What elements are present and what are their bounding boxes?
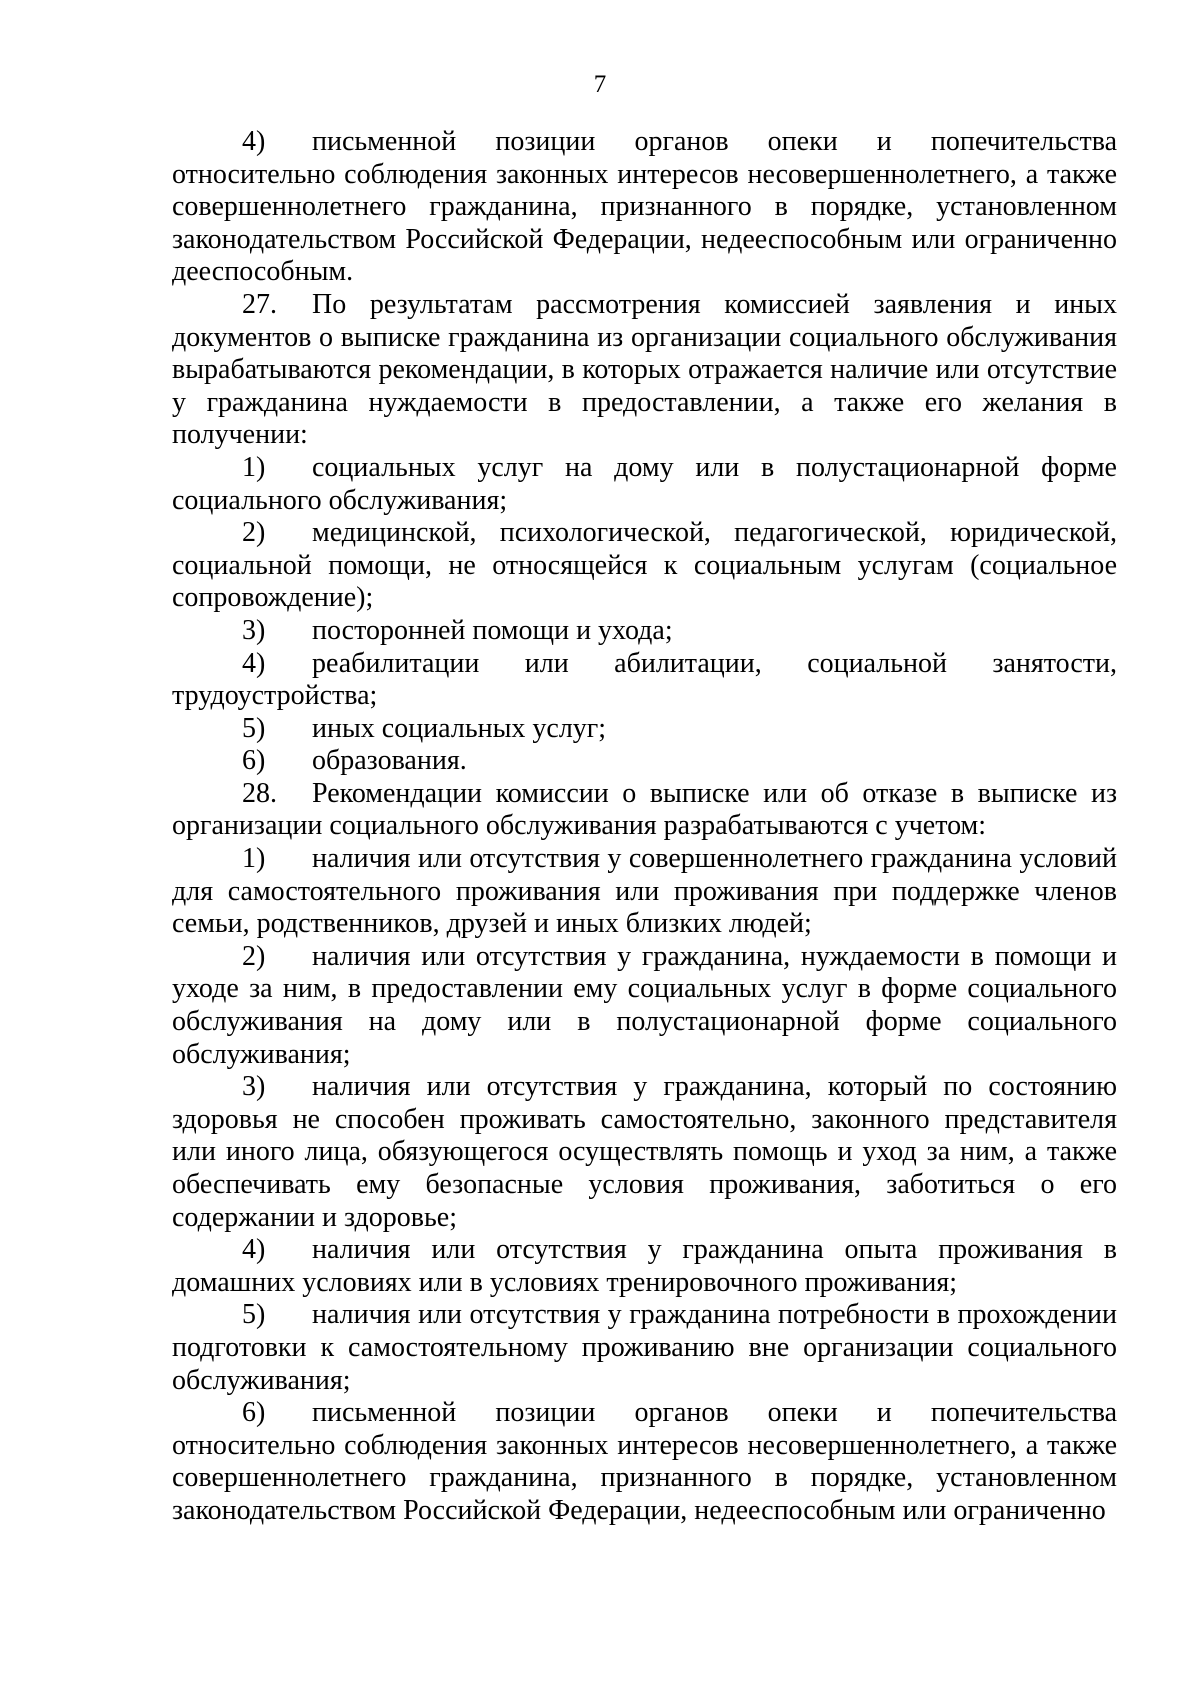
- item-number: 27.: [242, 288, 277, 320]
- paragraph: [172, 778, 1117, 843]
- paragraph-text: По результатам рассмотрения комиссией заявления и иных документов о выписке гражданина из организации социального обслуживания вырабатываются рекомендации, в которых отражается наличие или отсутствие у гражданина нуждаемости в предоставлении, а также его желания в получении:: [172, 288, 1117, 451]
- paragraph: [172, 615, 1117, 648]
- item-number: 1): [242, 451, 266, 483]
- paragraph: [172, 941, 1117, 1071]
- paragraph-text: письменной позиции органов опеки и попечительства относительно соблюдения законных интересов несовершеннолетнего, а также совершеннолетнего гражданина, признанного в порядке, установленном законодательством Российской Федерации, недееспособным или ограниченно дееспособным.: [172, 126, 1117, 288]
- paragraph-text: наличия или отсутствия у совершеннолетнего гражданина условий для самостоятельного проживания или проживания при поддержке членов семьи, родственников, друзей и иных близких людей;: [172, 843, 1117, 940]
- paragraph-text: наличия или отсутствия у гражданина опыта проживания в домашних условиях или в условиях тренировочного проживания;: [172, 1234, 1117, 1298]
- paragraph: [172, 713, 1117, 746]
- paragraph-text: социальных услуг на дому или в полустационарной форме социального обслуживания;: [172, 451, 1117, 516]
- paragraph: [172, 126, 1117, 289]
- paragraph-text: наличия или отсутствия у гражданина, нуждаемости в помощи и уходе за ним, в предоставлении ему социальных услуг в форме социального обслуживания на дому или в полустационарной форме социального обслуживания;: [172, 940, 1117, 1070]
- paragraph-text: Рекомендации комиссии о выписке или об отказе в выписке из организации социального обслуживания разрабатываются с учетом:: [172, 777, 1117, 842]
- item-number: 4): [242, 1234, 266, 1266]
- item-number: 6): [242, 1397, 266, 1429]
- paragraph-text: наличия или отсутствия у гражданина потребности в прохождении подготовки к самостоятельному проживанию вне организации социального обслуживания;: [172, 1299, 1117, 1396]
- paragraph: [172, 289, 1117, 452]
- item-number: 5): [242, 712, 266, 744]
- item-number: 3): [242, 614, 266, 646]
- paragraph-text: иных социальных услуг;: [312, 712, 607, 744]
- item-number: 2): [242, 940, 266, 972]
- paragraph: [172, 1299, 1117, 1397]
- item-number: 6): [242, 745, 266, 777]
- page-number: 7: [593, 71, 607, 98]
- paragraph-text: образования.: [312, 745, 467, 777]
- paragraph: [172, 648, 1117, 713]
- paragraph: [172, 517, 1117, 615]
- paragraph-text: медицинской, психологической, педагогической, юридической, социальной помощи, не относящейся к социальным услугам (социальное сопровождение);: [172, 517, 1117, 614]
- paragraph: [172, 452, 1117, 517]
- paragraph-text: письменной позиции органов опеки и попечительства относительно соблюдения законных интересов несовершеннолетнего, а также совершеннолетнего гражданина, признанного в порядке, установленном законодательством Российской Федерации, недееспособным или ограниченно: [172, 1397, 1117, 1526]
- paragraph: [172, 843, 1117, 941]
- item-number: 5): [242, 1299, 266, 1331]
- item-number: 28.: [242, 777, 277, 809]
- item-number: 4): [242, 647, 266, 679]
- paragraph: [172, 1397, 1117, 1527]
- document-body: [172, 126, 1117, 1528]
- item-number: 4): [242, 126, 266, 157]
- item-number: 1): [242, 843, 266, 875]
- paragraph-text: наличия или отсутствия у гражданина, который по состоянию здоровья не способен проживать самостоятельно, законного представителя или иного лица, обязующегося осуществлять помощь и уход за ним, а также обеспечивать ему безопасные условия проживания, заботиться о его содержании и здоровье;: [172, 1071, 1117, 1233]
- paragraph-text: реабилитации или абилитации, социальной занятости, трудоустройства;: [172, 647, 1117, 712]
- paragraph: [172, 1234, 1117, 1299]
- item-number: 2): [242, 517, 266, 549]
- paragraph: [172, 1071, 1117, 1234]
- paragraph-text: посторонней помощи и ухода;: [312, 614, 673, 646]
- paragraph: [172, 745, 1117, 778]
- item-number: 3): [242, 1071, 266, 1103]
